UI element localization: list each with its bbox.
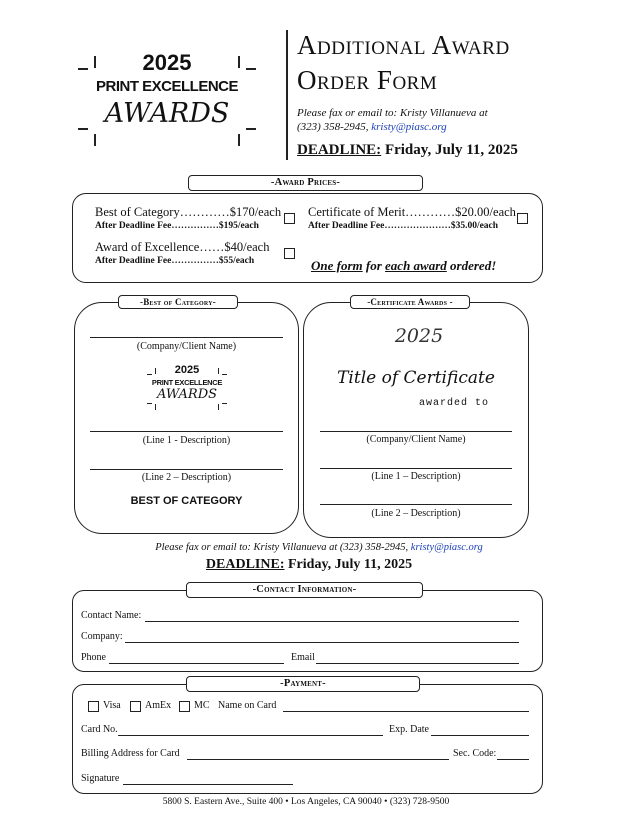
- cert-line2-label: (Line 2 – Description): [371, 508, 461, 519]
- title-line2: Order Form: [297, 65, 438, 95]
- visa-checkbox[interactable]: [88, 701, 99, 712]
- mc-checkbox[interactable]: [179, 701, 190, 712]
- boc-footer: BEST OF CATEGORY: [130, 495, 243, 507]
- name-on-card-label: Name on Card: [218, 700, 277, 711]
- sec-code-label: Sec. Code:: [453, 748, 497, 759]
- header-fax-text: Please fax or email to: Kristy Villanueva at (323) 358-2945, kristy@piasc.org: [297, 107, 488, 133]
- phone-label: Phone: [81, 652, 106, 663]
- best-category-checkbox[interactable]: [284, 213, 295, 224]
- title-line1: Additional Award: [297, 30, 510, 60]
- email-label: Email: [291, 652, 315, 663]
- certificate-title: -Certificate Awards -: [350, 295, 470, 309]
- logo-line1: PRINT EXCELLENCE: [95, 78, 238, 95]
- card-no-field[interactable]: [118, 735, 383, 736]
- excellence-after: After Deadline Fee……………$55/each: [95, 256, 255, 266]
- visa-label: Visa: [103, 700, 121, 711]
- footer-address: 5800 S. Eastern Ave., Suite 400 • Los Angeles, CA 90040 • (323) 728-9500: [162, 797, 450, 807]
- award-prices-title: -Award Prices-: [188, 175, 423, 191]
- name-on-card-field[interactable]: [283, 711, 529, 712]
- boc-logo: 2025 PRINT EXCELLENCE AWARDS: [147, 363, 227, 409]
- certificate-panel: [303, 302, 529, 538]
- signature-label: Signature: [81, 773, 120, 784]
- cert-company-label: (Company/Client Name): [366, 434, 466, 445]
- sec-code-field[interactable]: [497, 759, 529, 760]
- excellence-checkbox[interactable]: [284, 248, 295, 259]
- company-field[interactable]: [125, 642, 519, 643]
- contact-name-field[interactable]: [145, 621, 519, 622]
- card-no-label: Card No.: [81, 724, 118, 735]
- exp-date-field[interactable]: [431, 735, 529, 736]
- best-of-category-title: -Best of Category-: [118, 295, 238, 309]
- boc-company-label: (Company/Client Name): [136, 341, 237, 352]
- amex-checkbox[interactable]: [130, 701, 141, 712]
- mid-deadline: DEADLINE: Friday, July 11, 2025: [205, 557, 413, 572]
- best-of-category-panel: [74, 302, 299, 534]
- amex-label: AmEx: [145, 700, 172, 711]
- cert-year: 2025: [394, 325, 444, 347]
- mid-email-link[interactable]: kristy@piasc.org: [410, 542, 483, 553]
- award-prices-box: [72, 193, 543, 283]
- payment-box: [72, 684, 543, 794]
- header-divider: [286, 30, 288, 160]
- signature-field[interactable]: [123, 784, 293, 785]
- phone-field[interactable]: [109, 663, 284, 664]
- header-email-link[interactable]: kristy@piasc.org: [371, 121, 447, 133]
- exp-date-label: Exp. Date: [389, 724, 429, 735]
- payment-title: -Payment-: [186, 676, 420, 692]
- form-title: [297, 28, 627, 98]
- contact-title: -Contact Information-: [186, 582, 423, 598]
- logo-year: 2025: [142, 50, 192, 75]
- contact-box: [72, 590, 543, 672]
- cert-title: Title of Certificate: [337, 368, 495, 388]
- logo-line2: AWARDS: [104, 98, 230, 129]
- boc-line2-label: (Line 2 – Description): [141, 472, 232, 483]
- boc-line1-label: (Line 1 - Description): [142, 435, 231, 446]
- merit-checkbox[interactable]: [517, 213, 528, 224]
- billing-label: Billing Address for Card: [81, 748, 180, 759]
- order-note: One form for each award ordered!: [311, 258, 497, 273]
- best-category-after: After Deadline Fee……………$195/each: [95, 221, 259, 231]
- header-deadline: DEADLINE: Friday, July 11, 2025: [297, 142, 518, 158]
- best-category-price: Best of Category…………$170/each: [95, 205, 282, 219]
- cert-line1-label: (Line 1 – Description): [371, 471, 461, 482]
- billing-field[interactable]: [187, 759, 449, 760]
- cert-awarded-to: awarded to: [419, 398, 490, 409]
- mc-label: MC: [194, 700, 210, 711]
- merit-price: Certificate of Merit…………$20.00/each: [308, 205, 516, 219]
- contact-name-label: Contact Name:: [81, 610, 142, 621]
- excellence-price: Award of Excellence……$40/each: [95, 240, 270, 254]
- merit-after: After Deadline Fee…………………$35.00/each: [308, 221, 499, 231]
- company-label: Company:: [81, 631, 123, 642]
- header-logo: [78, 48, 256, 148]
- email-field[interactable]: [316, 663, 519, 664]
- mid-fax-text: Please fax or email to: Kristy Villanueva at (323) 358-2945, kristy@piasc.org: [155, 542, 483, 553]
